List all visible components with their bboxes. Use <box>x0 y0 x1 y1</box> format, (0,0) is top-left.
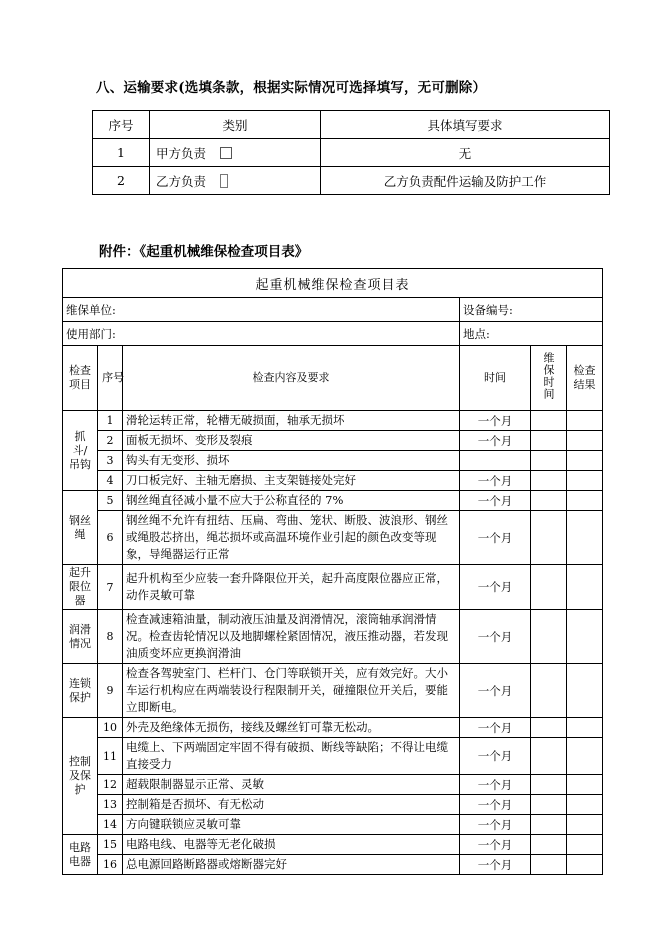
table-header-row <box>63 346 603 411</box>
cell-category-label: 乙方负责 <box>156 173 207 189</box>
cell-time <box>460 451 531 471</box>
cell-desc: 检查各驾驶室门、栏杆门、仓门等联锁开关，应有效完好。大小车运行机构应在两端装设行程限制开关，碰撞限位开关后，要能立即断电。 <box>123 664 460 718</box>
cell-maintain-time <box>531 610 567 664</box>
cell-category <box>150 139 321 167</box>
attachment-title: 附件：《起重机械维保检查项目表》 <box>99 244 309 260</box>
cell-result <box>567 718 603 738</box>
cell-result <box>567 431 603 451</box>
cell-maintain-time <box>531 411 567 431</box>
cell-result <box>567 565 603 610</box>
cell-no: 13 <box>98 795 123 815</box>
cell-no: 5 <box>98 491 123 511</box>
table-header-row <box>93 111 610 139</box>
cell-maintain-time <box>531 565 567 610</box>
cell-result <box>567 664 603 718</box>
meta-row-department <box>63 322 603 346</box>
inspection-group-label: 起升限位器 <box>69 566 91 607</box>
cell-desc: 钢丝绳不允许有扭结、压扁、弯曲、笼状、断股、波浪形、钢丝或绳股芯挤出，绳芯损坏或高温环境作业引起的颜色改变等现象，导绳器运行正常 <box>123 511 460 565</box>
cell-desc: 电缆上、下两端固定牢固不得有破损、断线等缺陷；不得让电缆直接受力 <box>123 738 460 775</box>
page-title: 八、运输要求(选填条款，根据实际情况可选择填写，无可删除） <box>96 80 487 96</box>
cell-desc: 检查减速箱油量，制动液压油量及润滑情况，滚筒轴承润滑情况。检查齿轮情况以及地脚螺栓紧固情况，液压推动器，若发现油质变坏应更换润滑油 <box>123 610 460 664</box>
cell-desc: 刀口板完好、主轴无磨损、主支架链接处完好 <box>123 471 460 491</box>
cell-desc: 控制箱是否损坏、有无松动 <box>123 795 460 815</box>
cell-category <box>150 167 321 195</box>
cell-inspection-group <box>63 411 98 491</box>
cell-no: 7 <box>98 565 123 610</box>
cell-desc: 面板无损坏、变形及裂痕 <box>123 431 460 451</box>
table-row <box>63 471 603 491</box>
location-label: 地点: <box>460 322 603 346</box>
cell-no: 12 <box>98 775 123 795</box>
cell-time: 一个月 <box>460 471 531 491</box>
cell-time: 一个月 <box>460 815 531 835</box>
table-row <box>63 511 603 565</box>
cell-no: 10 <box>98 718 123 738</box>
cell-no: 6 <box>98 511 123 565</box>
cell-no: 2 <box>98 431 123 451</box>
using-department-label: 使用部门: <box>63 322 460 346</box>
table-row <box>63 815 603 835</box>
meta-row-unit <box>63 298 603 322</box>
cell-desc: 钩头有无变形、损坏 <box>123 451 460 471</box>
cell-time: 一个月 <box>460 795 531 815</box>
cell-inspection-group <box>63 610 98 664</box>
cell-result <box>567 855 603 875</box>
inspection-group-label: 钢丝绳 <box>69 513 91 541</box>
cell-category-label: 甲方负责 <box>156 145 207 161</box>
cell-desc: 外壳及绝缘体无损伤，接线及螺丝钉可靠无松动。 <box>123 718 460 738</box>
cell-no: 2 <box>93 167 150 195</box>
cell-maintain-time <box>531 775 567 795</box>
table-title-row <box>63 269 603 298</box>
cell-time: 一个月 <box>460 411 531 431</box>
cell-inspection-group <box>63 835 98 875</box>
inspection-group-label: 电路电器 <box>69 840 91 868</box>
cell-no: 4 <box>98 471 123 491</box>
cell-no: 1 <box>93 139 150 167</box>
cell-time: 一个月 <box>460 718 531 738</box>
cell-maintain-time <box>531 815 567 835</box>
column-header-result: 检查结果 <box>567 346 603 411</box>
table-row <box>63 855 603 875</box>
cell-requirement: 无 <box>321 139 610 167</box>
cell-maintain-time <box>531 835 567 855</box>
cell-desc: 方向键联锁应灵敏可靠 <box>123 815 460 835</box>
cell-no: 11 <box>98 738 123 775</box>
column-header-desc: 检查内容及要求 <box>123 346 460 411</box>
cell-result <box>567 451 603 471</box>
cell-desc: 电路电线、电器等无老化破损 <box>123 835 460 855</box>
inspection-table-title: 起重机械维保检查项目表 <box>63 269 603 298</box>
cell-result <box>567 795 603 815</box>
cell-maintain-time <box>531 471 567 491</box>
party-a-checkbox[interactable] <box>220 147 232 161</box>
inspection-group-label: 抓斗/吊钩 <box>69 429 91 471</box>
cell-result <box>567 738 603 775</box>
table-row <box>93 167 610 195</box>
checklist-body <box>63 411 603 875</box>
cell-result <box>567 610 603 664</box>
cell-maintain-time <box>531 855 567 875</box>
column-header-category: 类别 <box>150 111 321 139</box>
cell-maintain-time <box>531 511 567 565</box>
cell-desc: 超载限制器显示正常、灵敏 <box>123 775 460 795</box>
cell-maintain-time <box>531 491 567 511</box>
table-row <box>63 451 603 471</box>
cell-result <box>567 411 603 431</box>
cell-maintain-time <box>531 738 567 775</box>
cell-no: 15 <box>98 835 123 855</box>
cell-result <box>567 511 603 565</box>
cell-maintain-time <box>531 718 567 738</box>
column-header-group: 检查项目 <box>63 346 98 411</box>
equipment-no-label: 设备编号: <box>460 298 603 322</box>
cell-no: 16 <box>98 855 123 875</box>
cell-inspection-group <box>63 664 98 718</box>
table-row <box>63 411 603 431</box>
table-row <box>63 565 603 610</box>
cell-time: 一个月 <box>460 565 531 610</box>
maintenance-unit-label: 维保单位: <box>63 298 460 322</box>
column-header-no: 序号 <box>93 111 150 139</box>
cell-maintain-time <box>531 431 567 451</box>
table-row <box>63 431 603 451</box>
cell-no: 14 <box>98 815 123 835</box>
table-row <box>63 835 603 855</box>
column-header-no: 序号 <box>98 346 123 411</box>
table-row <box>93 139 610 167</box>
cell-time: 一个月 <box>460 610 531 664</box>
cell-time: 一个月 <box>460 511 531 565</box>
table-row <box>63 775 603 795</box>
cell-desc: 总电源回路断路器或熔断器完好 <box>123 855 460 875</box>
cell-desc: 起升机构至少应装一套升降限位开关，起升高度限位器应正常，动作灵敏可靠 <box>123 565 460 610</box>
table-row <box>63 491 603 511</box>
cell-result <box>567 835 603 855</box>
column-header-requirement: 具体填写要求 <box>321 111 610 139</box>
cell-desc: 滑轮运转正常，轮槽无破损面，轴承无损坏 <box>123 411 460 431</box>
cell-result <box>567 471 603 491</box>
cell-time: 一个月 <box>460 738 531 775</box>
cell-inspection-group <box>63 491 98 565</box>
cell-no: 1 <box>98 411 123 431</box>
inspection-checklist-table <box>62 268 603 875</box>
inspection-group-label: 润滑情况 <box>69 622 91 650</box>
cell-no: 8 <box>98 610 123 664</box>
cell-no: 9 <box>98 664 123 718</box>
tofu-box-icon <box>220 174 228 188</box>
table-row <box>63 795 603 815</box>
table-row <box>63 664 603 718</box>
table-row <box>63 738 603 775</box>
cell-maintain-time <box>531 795 567 815</box>
inspection-group-label: 控制及保护 <box>69 755 91 796</box>
table-row <box>63 718 603 738</box>
cell-inspection-group <box>63 565 98 610</box>
inspection-group-label: 连锁保护 <box>69 676 91 704</box>
cell-result <box>567 491 603 511</box>
cell-time: 一个月 <box>460 431 531 451</box>
table-row <box>63 610 603 664</box>
cell-inspection-group <box>63 718 98 835</box>
cell-desc: 钢丝绳直径减小量不应大于公称直径的 7% <box>123 491 460 511</box>
column-header-maintain-time: 维保时间 <box>531 346 567 411</box>
cell-result <box>567 775 603 795</box>
empty-checkbox-icon <box>220 147 232 159</box>
cell-time: 一个月 <box>460 775 531 795</box>
cell-time: 一个月 <box>460 491 531 511</box>
column-header-time: 时间 <box>460 346 531 411</box>
cell-result <box>567 815 603 835</box>
cell-no: 3 <box>98 451 123 471</box>
cell-time: 一个月 <box>460 835 531 855</box>
cell-maintain-time <box>531 451 567 471</box>
cell-time: 一个月 <box>460 664 531 718</box>
party-b-checkbox[interactable] <box>220 174 228 189</box>
cell-requirement: 乙方负责配件运输及防护工作 <box>321 167 610 195</box>
cell-maintain-time <box>531 664 567 718</box>
cell-time: 一个月 <box>460 855 531 875</box>
transport-requirements-table <box>92 110 610 195</box>
